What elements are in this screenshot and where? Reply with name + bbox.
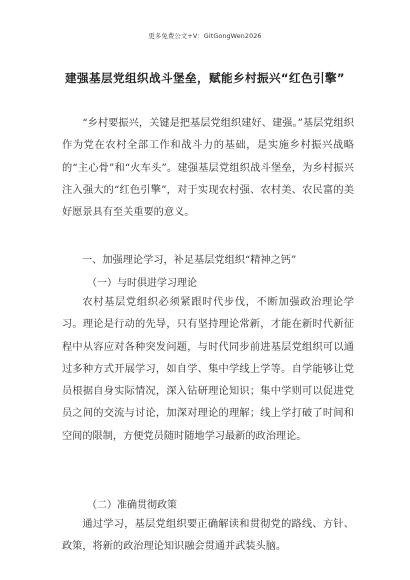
intro-paragraph: “乡村要振兴，关键是把基层党组织建好、建强。”基层党组织作为党在农村全部工作和战斗力的基础，是实施乡村振兴战略的“主心骨”和“火车头”。建强基层党组织战斗堡垒，为乡村振兴注入强大的“红色引擎”，对于实现农村强、农村美、农民富的美好愿景具有至关重要的意义。 (62, 118, 354, 219)
subsection-2-heading: （二）准确贯彻政策 (87, 500, 177, 511)
intro-block (62, 113, 354, 224)
section-1-heading: 一、加强理论学习，补足基层党组织“精神之钙” (82, 255, 297, 266)
document-title: 建强基层党组织战斗堡垒，赋能乡村振兴“红色引擎” (65, 71, 345, 85)
subsection-2-block (62, 514, 354, 559)
subsection-2-paragraph: 通过学习，基层党组织要正确解读和贯彻党的路线、方针、政策，将新的政治理论知识融会贯通并武装头脑。 (62, 519, 354, 553)
subsection-1-paragraph: 农村基层党组织必须紧跟时代步伐，不断加强政治理论学习。理论是行动的先导，只有坚持理论常新，才能在新时代新征程中从容应对各种突发问题，与时代同步前进基层党组织可以通过多种方式开展学习，如自学、集中学线上学等。自学能够让党员根据自身实际情况，深入钻研理论知识；集中学则可以促进党员之间的交流与讨论，加深对理论的理解；线上学打破了时间和空间的限制，方便党员随时随地学习最新的政治理论。 (62, 297, 354, 442)
header-note: 更多免费公文+V：GitGongWen2026 (148, 32, 262, 40)
subsection-1-block (62, 292, 354, 448)
subsection-1-heading: （一）与时俱进学习理论 (87, 278, 197, 289)
